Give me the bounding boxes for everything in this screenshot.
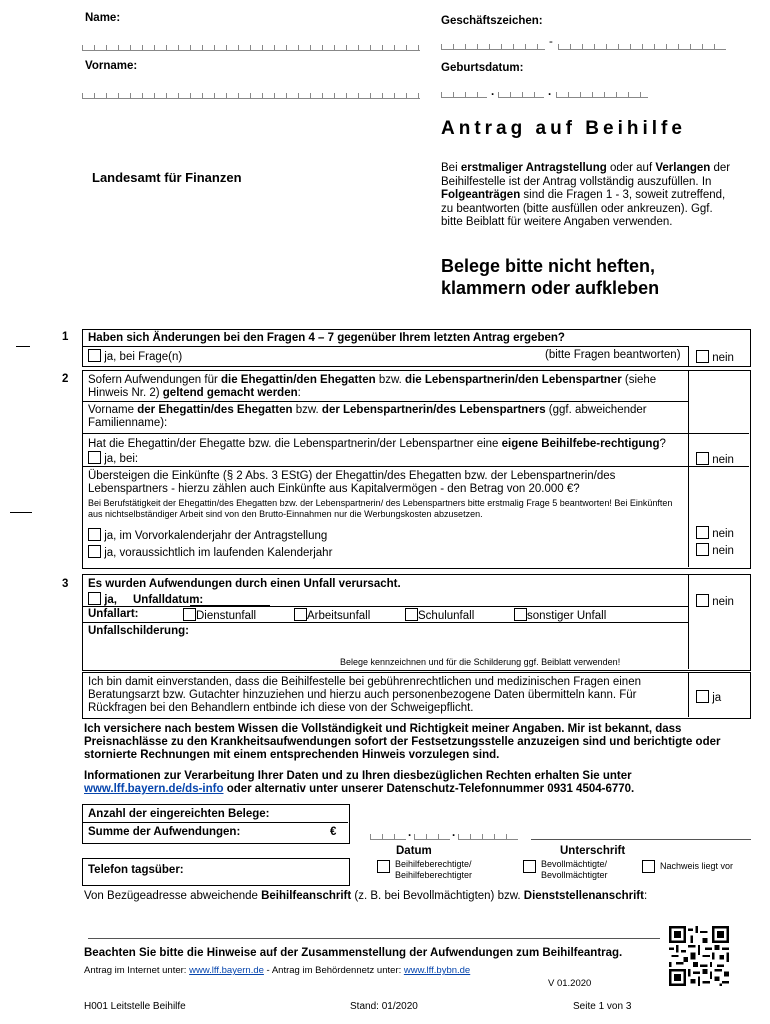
checkbox[interactable] — [88, 349, 101, 362]
name-label: Name: — [85, 12, 121, 24]
q1-number: 1 — [62, 331, 69, 343]
q2-line4: Übersteigen die Einkünfte (§ 2 Abs. 3 EStG) der Ehegattin/des Ehegatten bzw. der Lebenspartnerin/des Lebenspartners - hierzu zählen auch Einkünfte aus Kapitalvermögen - den Betrag von 20.000 €? — [88, 470, 616, 495]
authority-name: Landesamt für Finanzen — [92, 170, 242, 185]
checkbox[interactable] — [514, 608, 527, 621]
date-dot: . — [548, 86, 552, 98]
checkbox[interactable] — [377, 860, 390, 873]
version: V 01.2020 — [548, 978, 592, 989]
signature-line[interactable] — [531, 839, 751, 840]
divider — [88, 938, 660, 939]
date-dot: . — [408, 827, 412, 839]
divider — [82, 433, 749, 434]
q2-line1: Sofern Aufwendungen für die Ehegattin/den Ehegatten bzw. die Lebenspartnerin/den Lebenspartner (siehe Hinweis Nr. 2) geltend gemacht werden: — [88, 374, 657, 399]
q2-no2[interactable]: nein — [696, 543, 734, 558]
divider — [82, 401, 689, 402]
divider — [82, 346, 689, 347]
geschaeftszeichen-label: Geschäftszeichen: — [441, 15, 543, 27]
signer-opt2[interactable] — [523, 860, 536, 874]
checkbox[interactable] — [88, 545, 101, 558]
checkbox[interactable] — [294, 608, 307, 621]
date-dot: . — [452, 827, 456, 839]
geburtsdatum-day[interactable] — [441, 87, 487, 98]
q3-no[interactable]: nein — [696, 594, 734, 609]
q3-type-dienstunfall[interactable]: Dienstunfall — [183, 608, 256, 623]
form-code: H001 Leitstelle Beihilfe — [84, 1001, 186, 1012]
divider — [82, 606, 689, 607]
signer-opt3-label: Nachweis liegt vor — [660, 861, 734, 871]
q3-type-label: Unfallart: — [88, 608, 139, 620]
page-number: Seite 1 von 3 — [573, 1001, 632, 1012]
signer-opt2-label: Bevollmächtigte/ Bevollmächtigter — [541, 859, 608, 880]
date-month-input[interactable] — [414, 829, 450, 840]
page-title: Antrag auf Beihilfe — [441, 118, 686, 139]
count-label: Anzahl der eingereichten Belege: — [88, 808, 270, 820]
divider — [82, 822, 348, 823]
geschaeftszeichen-input-2[interactable] — [558, 39, 726, 50]
q2-line3-no[interactable]: nein — [696, 452, 734, 467]
checkbox[interactable] — [88, 528, 101, 541]
consent-yes[interactable]: ja — [696, 690, 721, 705]
geschaeftszeichen-input-1[interactable] — [441, 39, 545, 50]
divider — [688, 672, 689, 717]
checkbox[interactable] — [696, 594, 709, 607]
q2-line2: Vorname der Ehegattin/des Ehegatten bzw. der Lebenspartnerin/des Lebenspartners (ggf. abweichender Familienname): — [88, 404, 647, 429]
q3-type-arbeitsunfall[interactable]: Arbeitsunfall — [294, 608, 370, 623]
geschaeftszeichen-separator: - — [549, 36, 553, 48]
q1-no[interactable]: nein — [696, 350, 734, 365]
divider — [688, 347, 689, 366]
date-dot: . — [491, 86, 495, 98]
phone-label: Telefon tagsüber: — [88, 864, 184, 876]
q2-opt1[interactable]: ja, im Vorvorkalenderjahr der Antragstellung — [88, 528, 327, 543]
checkbox[interactable] — [696, 452, 709, 465]
privacy-text: Informationen zur Verarbeitung Ihrer Daten und zu Ihren diesbezüglichen Rechten erhalten Sie unter www.lff.bayern.de/ds-info oder alternativ unter unserer Datenschutz-Telefonnummer 0931 4504-6770. — [84, 770, 635, 795]
divider — [82, 622, 689, 623]
name-input[interactable] — [82, 40, 420, 51]
vorname-input[interactable] — [82, 88, 420, 99]
consent-text: Ich bin damit einverstanden, dass die Beihilfestelle bei gebührenrechtlichen und medizinischen Fragen einen Beratungsarzt bzw. Gutachter hinzuziehen und hierzu auch personenbezogene Daten übermitteln kann. Für Rückfragen bei den Behandlern entbinde ich diese von der Schweigepflicht. — [88, 676, 641, 714]
q1-question: Haben sich Änderungen bei den Fragen 4 – 7 gegenüber Ihrem letzten Antrag ergeben? — [88, 332, 565, 344]
qr-code-icon — [669, 926, 729, 986]
declaration-text: Ich versichere nach bestem Wissen die Vollständigkeit und Richtigkeit meiner Angaben. Mir ist bekannt, dass Preisnachlässe zu den Krankheitsaufwendungen sofort der Festsetzungsstelle anzuzeigen sind und berichtigte oder stornierte Rechnungen mit einem entsprechenden Hinweis vorzulegen sind. — [84, 723, 721, 761]
checkbox[interactable] — [696, 543, 709, 556]
fold-mark — [10, 512, 32, 513]
checkbox[interactable] — [696, 690, 709, 703]
signer-opt3[interactable] — [642, 860, 655, 874]
date-label: Datum — [396, 845, 432, 857]
q1-hint: (bitte Fragen beantworten) — [545, 349, 681, 361]
date-year-input[interactable] — [458, 829, 518, 840]
checkbox[interactable] — [88, 451, 101, 464]
checkbox[interactable] — [88, 592, 101, 605]
q2-line3: Hat die Ehegattin/der Ehegatte bzw. die Lebenspartnerin/der Lebenspartner eine eigene Beihilfebe-rechtigung? ja, bei: — [88, 438, 666, 465]
q1-yes[interactable]: ja, bei Frage(n) — [88, 349, 182, 364]
fold-mark — [16, 346, 30, 347]
q3-desc-hint: Belege kennzeichnen und für die Schilderung ggf. Beiblatt verwenden! — [340, 657, 621, 667]
checkbox[interactable] — [696, 526, 709, 539]
checkbox[interactable] — [523, 860, 536, 873]
form-stand: Stand: 01/2020 — [350, 1001, 418, 1012]
checkbox[interactable] — [696, 350, 709, 363]
date-day-input[interactable] — [370, 829, 406, 840]
checkbox[interactable] — [183, 608, 196, 621]
signature-label: Unterschrift — [560, 845, 626, 857]
q2-opt2[interactable]: ja, voraussichtlich im laufenden Kalenderjahr — [88, 545, 332, 560]
checkbox[interactable] — [405, 608, 418, 621]
internet-link[interactable]: www.lff.bayern.de — [189, 965, 264, 976]
q2-no1[interactable]: nein — [696, 526, 734, 541]
currency-sign: € — [330, 826, 337, 838]
warning-text: Belege bitte nicht heften, klammern oder aufkleben — [441, 256, 660, 298]
q3-yes[interactable]: ja, Unfalldatum: — [88, 592, 203, 607]
signer-opt1-label: Beihilfeberechtigte/ Beihilfeberechtigter — [395, 859, 473, 880]
q3-title: Es wurden Aufwendungen durch einen Unfall verursacht. — [88, 578, 401, 590]
q3-desc-label: Unfallschilderung: — [88, 625, 189, 637]
geburtsdatum-year[interactable] — [556, 87, 648, 98]
footer-links: Antrag im Internet unter: www.lff.bayern.de - Antrag im Behördennetz unter: www.lff.bybn.de — [84, 965, 471, 976]
q3-type-schulunfall[interactable]: Schulunfall — [405, 608, 474, 623]
divider — [82, 466, 749, 467]
sum-label: Summe der Aufwendungen: — [88, 826, 241, 838]
intro-text: Bei erstmaliger Antragstellung oder auf Verlangen der Beihilfestelle ist der Antrag vollständig auszufüllen. In Folgeanträgen sind die Fragen 1 - 3, soweit zutreffend, zu beantworten (bitte ausfüllen oder ankreuzen). Ggf. bitte Beiblatt für weitere Angaben verwenden. — [441, 162, 731, 228]
q2-line4-note: Bei Berufstätigkeit der Ehegattin/des Ehegatten bzw. der Lebenspartnerin/ des Lebenspartners bitte erstmalig Frage 5 beantworten! Bei Einkünften aus nichtselbständiger Arbeit sind von den Brutto-Einnahmen nur die Werbungskosten abzusetzen. — [88, 498, 673, 519]
checkbox[interactable] — [642, 860, 655, 873]
signer-opt1[interactable] — [377, 860, 390, 874]
privacy-link[interactable]: www.lff.bayern.de/ds-info — [84, 783, 224, 795]
geburtsdatum-label: Geburtsdatum: — [441, 62, 524, 74]
vorname-label: Vorname: — [85, 60, 138, 72]
q2-number: 2 — [62, 373, 69, 385]
footer-note: Beachten Sie bitte die Hinweise auf der Zusammenstellung der Aufwendungen zum Beihilfeantrag. — [84, 947, 623, 959]
geburtsdatum-month[interactable] — [498, 87, 544, 98]
intranet-link[interactable]: www.lff.bybn.de — [403, 965, 471, 976]
q3-type-sonstiger[interactable]: sonstiger Unfall — [514, 608, 606, 623]
q3-number: 3 — [62, 578, 69, 590]
address-text: Von Bezügeadresse abweichende Beihilfeanschrift (z. B. bei Bevollmächtigten) bzw. Dienststellenanschrift: — [84, 890, 648, 902]
